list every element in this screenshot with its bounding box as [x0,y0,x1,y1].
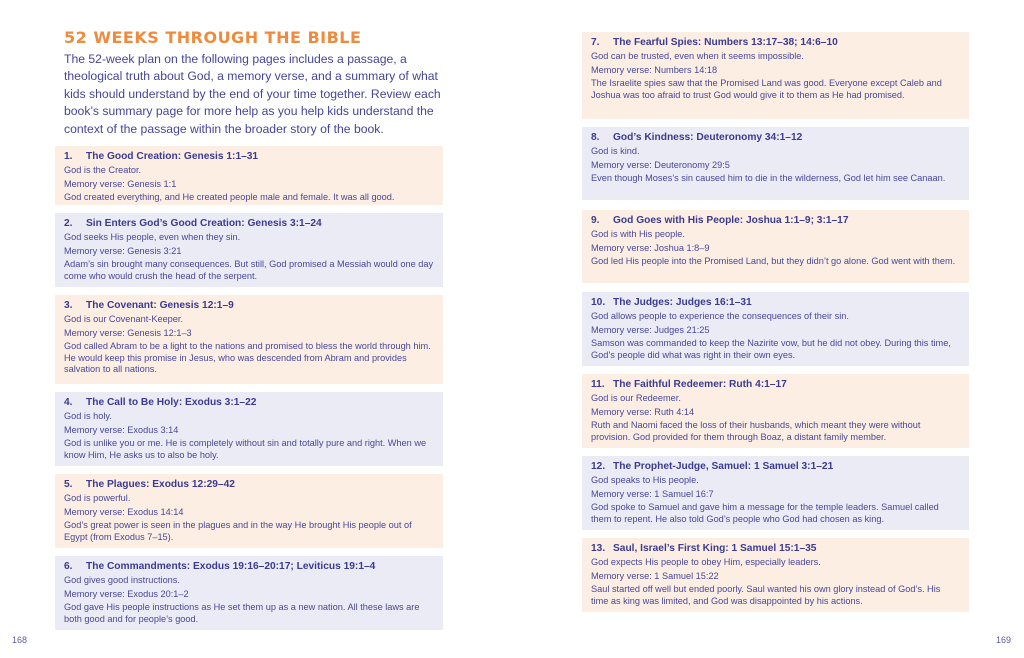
week-title: The Faithful Redeemer: Ruth 4:1–17 [613,379,787,390]
week-truth: God is kind. [591,146,640,156]
week-truth: God speaks to His people. [591,475,699,485]
week-title: The Fearful Spies: Numbers 13:17–38; 14:6–10 [613,37,838,48]
week-card [55,474,443,548]
page-title: 52 WEEKS THROUGH THE BIBLE [64,28,362,47]
week-card [55,213,443,287]
week-truth: God seeks His people, even when they sin. [64,232,241,242]
week-title: The Judges: Judges 16:1–31 [613,297,752,308]
week-memory-verse: Memory verse: Genesis 12:1–3 [64,327,192,338]
week-card [582,538,969,612]
page-number-right: 169 [996,635,1012,645]
week-number: 9. [591,215,600,226]
week-title: Saul, Israel’s First King: 1 Samuel 15:1–35 [613,543,817,554]
week-card [582,374,969,448]
week-memory-verse: Memory verse: Judges 21:25 [591,324,710,335]
week-number: 5. [64,479,73,490]
week-heading [591,296,960,309]
week-heading [591,214,960,227]
week-summary: Adam’s sin brought many consequences. But still, God promised a Messiah would one day come who would crush the head of the serpent. [64,259,434,281]
week-heading [591,378,960,391]
week-summary: God called Abram to be a light to the nations and promised to bless the world through him. He would keep this promise in Jesus, who was descended from Abram and provides salvation to all nations. [64,341,431,375]
week-summary: Saul started off well but ended poorly. Saul wanted his own glory instead of God’s. His time as king was limited, and God was disappointed by his actions. [591,584,941,606]
week-card [582,210,969,283]
week-memory-verse: Memory verse: Ruth 4:14 [591,406,695,417]
week-card [582,292,969,366]
week-heading [64,150,434,163]
week-truth: God can be trusted, even when it seems impossible. [591,51,804,61]
week-summary: God’s great power is seen in the plagues and in the way He brought His people out of Egypt (from Exodus 7–15). [64,520,412,542]
intro-paragraph: The 52-week plan on the following pages includes a passage, a theological truth about God, a memory verse, and a summary of what kids should understand by the end of your time together. Review each book’s summary page for more help as you help kids understand the context of the passage within the broader story of the book. [64,52,441,136]
week-summary: The Israelite spies saw that the Promised Land was good. Everyone except Caleb and Joshua was too afraid to trust God would give it to them as He had promised. [591,78,942,100]
week-card [55,392,443,466]
week-summary: God gave His people instructions as He set them up as a new nation. All these laws are both good and for people’s good. [64,602,420,624]
week-summary: Ruth and Naomi faced the loss of their husbands, which meant they were without provision. God provided for them through Boaz, a distant family member. [591,420,921,442]
week-number: 4. [64,397,73,408]
week-heading [591,131,960,144]
week-truth: God is with His people. [591,229,685,239]
week-title: The Plagues: Exodus 12:29–42 [86,479,235,490]
week-title: The Prophet-Judge, Samuel: 1 Samuel 3:1–21 [613,461,834,472]
week-title: The Call to Be Holy: Exodus 3:1–22 [86,397,257,408]
week-truth: God expects His people to obey Him, especially leaders. [591,557,821,567]
week-truth: God is holy. [64,411,112,421]
week-truth: God gives good instructions. [64,575,180,585]
week-memory-verse: Memory verse: Deuteronomy 29:5 [591,159,730,170]
week-number: 8. [591,132,600,143]
week-heading [64,478,434,491]
week-truth: God is powerful. [64,493,131,503]
week-summary: God led His people into the Promised Land, but they didn’t go alone. God went with them. [591,256,956,267]
week-heading [64,396,434,409]
week-truth: God is the Creator. [64,165,142,175]
week-memory-verse: Memory verse: Exodus 14:14 [64,506,184,517]
week-number: 3. [64,300,73,311]
week-heading [591,542,960,555]
week-number: 12. [591,461,606,472]
week-heading [64,299,434,312]
week-summary: God spoke to Samuel and gave him a message for the temple leaders. Samuel called them to repent. He also told God’s people who God had chosen as king. [591,502,939,524]
week-memory-verse: Memory verse: 1 Samuel 15:22 [591,570,719,581]
week-card [582,127,969,200]
week-title: Sin Enters God’s Good Creation: Genesis 3:1–24 [86,218,322,229]
week-card [55,146,443,205]
week-title: The Covenant: Genesis 12:1–9 [86,300,234,311]
week-number: 10. [591,297,606,308]
week-heading [591,36,960,49]
week-number: 7. [591,37,600,48]
week-number: 13. [591,543,606,554]
week-summary: God is unlike you or me. He is completely without sin and totally pure and right. When we know Him, He asks us to also be holy. [64,438,427,460]
week-card [55,295,443,384]
week-card [55,556,443,630]
week-memory-verse: Memory verse: Genesis 3:21 [64,245,182,256]
week-truth: God is our Covenant-Keeper. [64,314,183,324]
week-number: 1. [64,151,73,162]
week-title: The Good Creation: Genesis 1:1–31 [86,151,259,162]
week-number: 11. [591,379,605,390]
week-truth: God is our Redeemer. [591,393,681,403]
week-heading [591,460,960,473]
week-number: 2. [64,218,73,229]
week-memory-verse: Memory verse: Genesis 1:1 [64,178,177,189]
week-summary: Even though Moses’s sin caused him to die in the wilderness, God let him see Canaan. [591,173,946,184]
page-number-left: 168 [12,635,28,645]
week-truth: God allows people to experience the consequences of their sin. [591,311,849,321]
week-number: 6. [64,561,73,572]
week-memory-verse: Memory verse: Joshua 1:8–9 [591,242,710,253]
week-title: The Commandments: Exodus 19:16–20:17; Leviticus 19:1–4 [86,561,376,572]
week-heading [64,217,434,230]
week-memory-verse: Memory verse: Exodus 3:14 [64,424,179,435]
week-heading [64,560,434,573]
week-title: God’s Kindness: Deuteronomy 34:1–12 [613,132,803,143]
week-card [582,456,969,530]
week-summary: God created everything, and He created people male and female. It was all good. [64,192,395,203]
week-memory-verse: Memory verse: 1 Samuel 16:7 [591,488,714,499]
week-memory-verse: Memory verse: Exodus 20:1–2 [64,588,189,599]
week-summary: Samson was commanded to keep the Nazirite vow, but he did not obey. During this time, God’s people did what was right in their own eyes. [591,338,951,360]
week-title: God Goes with His People: Joshua 1:1–9; 3:1–17 [613,215,849,226]
week-memory-verse: Memory verse: Numbers 14:18 [591,64,718,75]
week-card [582,32,969,119]
